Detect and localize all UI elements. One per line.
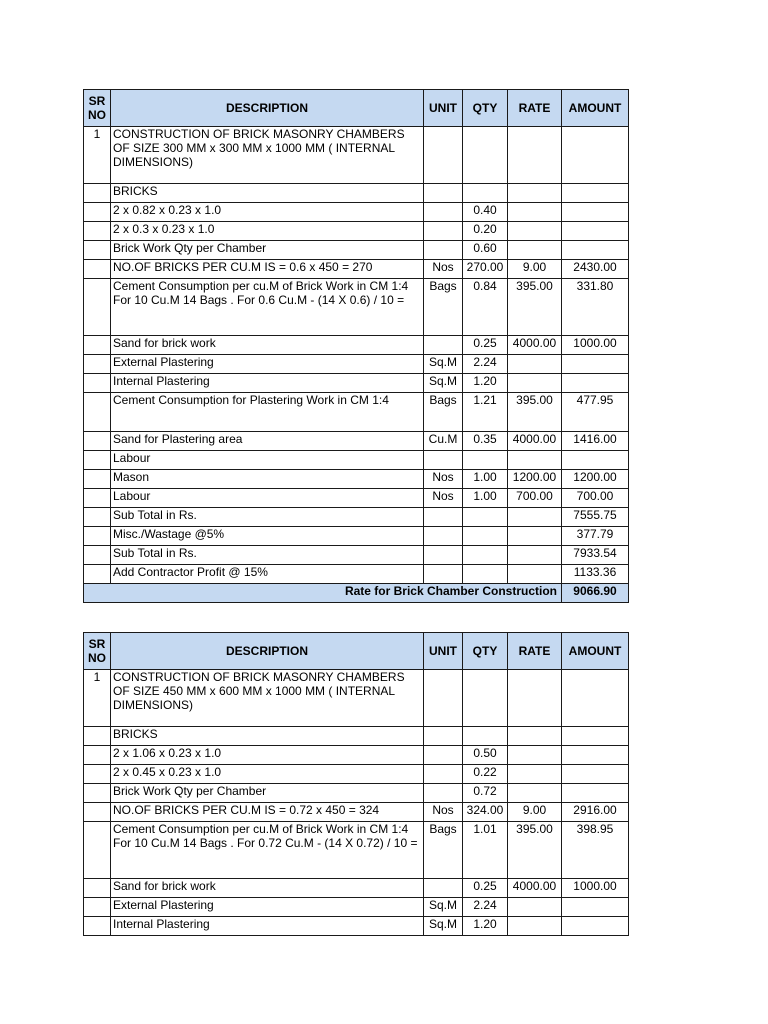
rate-cell: 700.00 — [508, 489, 562, 508]
unit-cell — [424, 241, 463, 260]
rate-cell: 1200.00 — [508, 470, 562, 489]
description-cell: Labour — [111, 489, 424, 508]
qty-cell: 0.35 — [463, 432, 508, 451]
qty-cell — [463, 546, 508, 565]
description-cell: Brick Work Qty per Chamber — [111, 784, 424, 803]
description-cell: Cement Consumption for Plastering Work in CM 1:4 — [111, 393, 424, 432]
header-description: DESCRIPTION — [111, 633, 424, 670]
rate-cell — [508, 222, 562, 241]
qty-cell: 0.22 — [463, 765, 508, 784]
description-cell: BRICKS — [111, 184, 424, 203]
unit-cell — [424, 727, 463, 746]
table-row — [84, 184, 629, 203]
unit-cell: Nos — [424, 260, 463, 279]
sr-no-cell — [84, 546, 111, 565]
description-cell: Sand for brick work — [111, 336, 424, 355]
sr-no-cell — [84, 203, 111, 222]
amount-cell — [562, 727, 629, 746]
unit-cell: Nos — [424, 489, 463, 508]
table-row — [84, 432, 629, 451]
qty-cell: 0.25 — [463, 336, 508, 355]
rate-cell — [508, 765, 562, 784]
rate-cell — [508, 374, 562, 393]
unit-cell — [424, 670, 463, 727]
table-row — [84, 784, 629, 803]
rate-cell: 9.00 — [508, 803, 562, 822]
table-body — [84, 127, 629, 584]
unit-cell — [424, 527, 463, 546]
unit-cell — [424, 184, 463, 203]
description-cell: Internal Plastering — [111, 374, 424, 393]
qty-cell: 1.20 — [463, 917, 508, 936]
table-row — [84, 546, 629, 565]
table-row — [84, 203, 629, 222]
description-cell: Cement Consumption per cu.M of Brick Work in CM 1:4 For 10 Cu.M 14 Bags . For 0.72 Cu.M - (14 X 0.72) / 10 = — [111, 822, 424, 879]
amount-cell: 1416.00 — [562, 432, 629, 451]
table-row — [84, 241, 629, 260]
amount-cell: 7933.54 — [562, 546, 629, 565]
table-row — [84, 565, 629, 584]
qty-cell: 0.20 — [463, 222, 508, 241]
sr-no-cell — [84, 879, 111, 898]
rate-cell: 395.00 — [508, 393, 562, 432]
unit-cell — [424, 127, 463, 184]
table-row — [84, 527, 629, 546]
rate-cell — [508, 746, 562, 765]
header-unit: UNIT — [424, 633, 463, 670]
unit-cell: Sq.M — [424, 355, 463, 374]
amount-cell — [562, 765, 629, 784]
cost-table-450x600 — [83, 632, 629, 936]
sr-no-cell — [84, 917, 111, 936]
sr-no-cell: 1 — [84, 127, 111, 184]
header-sr-no: SR NO — [84, 90, 111, 127]
rate-cell: 4000.00 — [508, 432, 562, 451]
unit-cell — [424, 451, 463, 470]
sr-no-cell — [84, 279, 111, 336]
rate-cell: 395.00 — [508, 822, 562, 879]
rate-cell — [508, 565, 562, 584]
rate-cell: 9.00 — [508, 260, 562, 279]
table-row — [84, 393, 629, 432]
unit-cell: Nos — [424, 470, 463, 489]
unit-cell — [424, 222, 463, 241]
sr-no-cell — [84, 184, 111, 203]
sr-no-cell — [84, 822, 111, 879]
description-cell: Cement Consumption per cu.M of Brick Work in CM 1:4 For 10 Cu.M 14 Bags . For 0.6 Cu.M - (14 X 0.6) / 10 = — [111, 279, 424, 336]
rate-cell — [508, 784, 562, 803]
table-row — [84, 374, 629, 393]
table-row — [84, 451, 629, 470]
table-row — [84, 336, 629, 355]
qty-cell: 1.01 — [463, 822, 508, 879]
sr-no-cell — [84, 432, 111, 451]
rate-cell — [508, 355, 562, 374]
sr-no-cell: 1 — [84, 670, 111, 727]
qty-cell: 1.20 — [463, 374, 508, 393]
qty-cell: 324.00 — [463, 803, 508, 822]
description-cell: 2 x 0.82 x 0.23 x 1.0 — [111, 203, 424, 222]
table-row — [84, 746, 629, 765]
header-unit: UNIT — [424, 90, 463, 127]
qty-cell — [463, 127, 508, 184]
amount-cell — [562, 784, 629, 803]
qty-cell: 0.84 — [463, 279, 508, 336]
unit-cell: Sq.M — [424, 917, 463, 936]
unit-cell — [424, 203, 463, 222]
description-cell: External Plastering — [111, 898, 424, 917]
amount-cell — [562, 203, 629, 222]
header-qty: QTY — [463, 90, 508, 127]
cost-table-300x300 — [83, 89, 629, 603]
header-row — [84, 633, 629, 670]
qty-cell: 0.25 — [463, 879, 508, 898]
sr-no-cell — [84, 727, 111, 746]
total-amount: 9066.90 — [562, 584, 629, 603]
table-row — [84, 803, 629, 822]
header-rate: RATE — [508, 633, 562, 670]
unit-cell — [424, 765, 463, 784]
table-row — [84, 765, 629, 784]
sr-no-cell — [84, 746, 111, 765]
rate-cell — [508, 451, 562, 470]
table-row — [84, 822, 629, 879]
unit-cell — [424, 746, 463, 765]
unit-cell: Bags — [424, 393, 463, 432]
sr-no-cell — [84, 765, 111, 784]
amount-cell: 7555.75 — [562, 508, 629, 527]
table-body — [84, 670, 629, 936]
rate-cell — [508, 670, 562, 727]
header-row — [84, 90, 629, 127]
table-row — [84, 355, 629, 374]
amount-cell — [562, 670, 629, 727]
amount-cell: 398.95 — [562, 822, 629, 879]
qty-cell: 0.40 — [463, 203, 508, 222]
qty-cell: 1.21 — [463, 393, 508, 432]
header-sr-no: SR NO — [84, 633, 111, 670]
unit-cell — [424, 546, 463, 565]
description-cell: CONSTRUCTION OF BRICK MASONRY CHAMBERS OF SIZE 300 MM x 300 MM x 1000 MM ( INTERNAL DIMENSIONS) — [111, 127, 424, 184]
description-cell: Internal Plastering — [111, 917, 424, 936]
amount-cell: 377.79 — [562, 527, 629, 546]
rate-cell — [508, 546, 562, 565]
amount-cell: 700.00 — [562, 489, 629, 508]
qty-cell — [463, 670, 508, 727]
unit-cell — [424, 784, 463, 803]
qty-cell — [463, 451, 508, 470]
sr-no-cell — [84, 784, 111, 803]
amount-cell: 331.80 — [562, 279, 629, 336]
table-row — [84, 470, 629, 489]
description-cell: Sand for brick work — [111, 879, 424, 898]
amount-cell — [562, 917, 629, 936]
description-cell: Mason — [111, 470, 424, 489]
sr-no-cell — [84, 393, 111, 432]
sr-no-cell — [84, 222, 111, 241]
amount-cell — [562, 898, 629, 917]
table-row — [84, 279, 629, 336]
qty-cell: 0.50 — [463, 746, 508, 765]
qty-cell — [463, 727, 508, 746]
unit-cell — [424, 508, 463, 527]
amount-cell: 1133.36 — [562, 565, 629, 584]
amount-cell: 1200.00 — [562, 470, 629, 489]
description-cell: Misc./Wastage @5% — [111, 527, 424, 546]
amount-cell — [562, 241, 629, 260]
sr-no-cell — [84, 451, 111, 470]
total-label: Rate for Brick Chamber Construction — [84, 584, 562, 603]
sr-no-cell — [84, 489, 111, 508]
rate-cell: 395.00 — [508, 279, 562, 336]
qty-cell: 0.72 — [463, 784, 508, 803]
qty-cell — [463, 527, 508, 546]
total-row — [84, 584, 629, 603]
sr-no-cell — [84, 470, 111, 489]
sr-no-cell — [84, 336, 111, 355]
description-cell: External Plastering — [111, 355, 424, 374]
sr-no-cell — [84, 565, 111, 584]
description-cell: 2 x 0.3 x 0.23 x 1.0 — [111, 222, 424, 241]
qty-cell — [463, 184, 508, 203]
table-row — [84, 508, 629, 527]
description-cell: Labour — [111, 451, 424, 470]
sr-no-cell — [84, 803, 111, 822]
description-cell: BRICKS — [111, 727, 424, 746]
description-cell: Sub Total in Rs. — [111, 508, 424, 527]
table-row — [84, 260, 629, 279]
description-cell: Brick Work Qty per Chamber — [111, 241, 424, 260]
rate-cell — [508, 241, 562, 260]
table-row — [84, 917, 629, 936]
amount-cell: 2916.00 — [562, 803, 629, 822]
amount-cell — [562, 222, 629, 241]
description-cell: NO.OF BRICKS PER CU.M IS = 0.6 x 450 = 270 — [111, 260, 424, 279]
unit-cell — [424, 879, 463, 898]
rate-cell — [508, 727, 562, 746]
unit-cell — [424, 336, 463, 355]
header-description: DESCRIPTION — [111, 90, 424, 127]
amount-cell: 1000.00 — [562, 879, 629, 898]
amount-cell — [562, 451, 629, 470]
sr-no-cell — [84, 355, 111, 374]
rate-cell — [508, 184, 562, 203]
table-row — [84, 898, 629, 917]
amount-cell — [562, 374, 629, 393]
table-row — [84, 879, 629, 898]
rate-cell: 4000.00 — [508, 336, 562, 355]
unit-cell: Bags — [424, 822, 463, 879]
amount-cell: 1000.00 — [562, 336, 629, 355]
table-row — [84, 127, 629, 184]
sr-no-cell — [84, 508, 111, 527]
amount-cell — [562, 746, 629, 765]
unit-cell: Cu.M — [424, 432, 463, 451]
qty-cell — [463, 565, 508, 584]
unit-cell: Sq.M — [424, 374, 463, 393]
rate-cell — [508, 898, 562, 917]
header-rate: RATE — [508, 90, 562, 127]
amount-cell: 477.95 — [562, 393, 629, 432]
qty-cell: 0.60 — [463, 241, 508, 260]
rate-cell: 4000.00 — [508, 879, 562, 898]
qty-cell — [463, 508, 508, 527]
qty-cell: 270.00 — [463, 260, 508, 279]
description-cell: 2 x 1.06 x 0.23 x 1.0 — [111, 746, 424, 765]
description-cell: CONSTRUCTION OF BRICK MASONRY CHAMBERS OF SIZE 450 MM x 600 MM x 1000 MM ( INTERNAL DIMENSIONS) — [111, 670, 424, 727]
table-row — [84, 222, 629, 241]
rate-cell — [508, 917, 562, 936]
unit-cell: Bags — [424, 279, 463, 336]
description-cell: Sand for Plastering area — [111, 432, 424, 451]
description-cell: Add Contractor Profit @ 15% — [111, 565, 424, 584]
qty-cell: 1.00 — [463, 489, 508, 508]
unit-cell — [424, 565, 463, 584]
amount-cell: 2430.00 — [562, 260, 629, 279]
amount-cell — [562, 355, 629, 374]
qty-cell: 2.24 — [463, 355, 508, 374]
amount-cell — [562, 184, 629, 203]
table-row — [84, 727, 629, 746]
header-amount: AMOUNT — [562, 90, 629, 127]
description-cell: 2 x 0.45 x 0.23 x 1.0 — [111, 765, 424, 784]
unit-cell: Nos — [424, 803, 463, 822]
rate-cell — [508, 203, 562, 222]
amount-cell — [562, 127, 629, 184]
unit-cell: Sq.M — [424, 898, 463, 917]
qty-cell: 2.24 — [463, 898, 508, 917]
sr-no-cell — [84, 527, 111, 546]
sr-no-cell — [84, 241, 111, 260]
description-cell: Sub Total in Rs. — [111, 546, 424, 565]
description-cell: NO.OF BRICKS PER CU.M IS = 0.72 x 450 = 324 — [111, 803, 424, 822]
rate-cell — [508, 508, 562, 527]
sr-no-cell — [84, 374, 111, 393]
sr-no-cell — [84, 260, 111, 279]
table-row — [84, 670, 629, 727]
table-row — [84, 489, 629, 508]
header-qty: QTY — [463, 633, 508, 670]
rate-cell — [508, 127, 562, 184]
qty-cell: 1.00 — [463, 470, 508, 489]
sr-no-cell — [84, 898, 111, 917]
header-amount: AMOUNT — [562, 633, 629, 670]
rate-cell — [508, 527, 562, 546]
